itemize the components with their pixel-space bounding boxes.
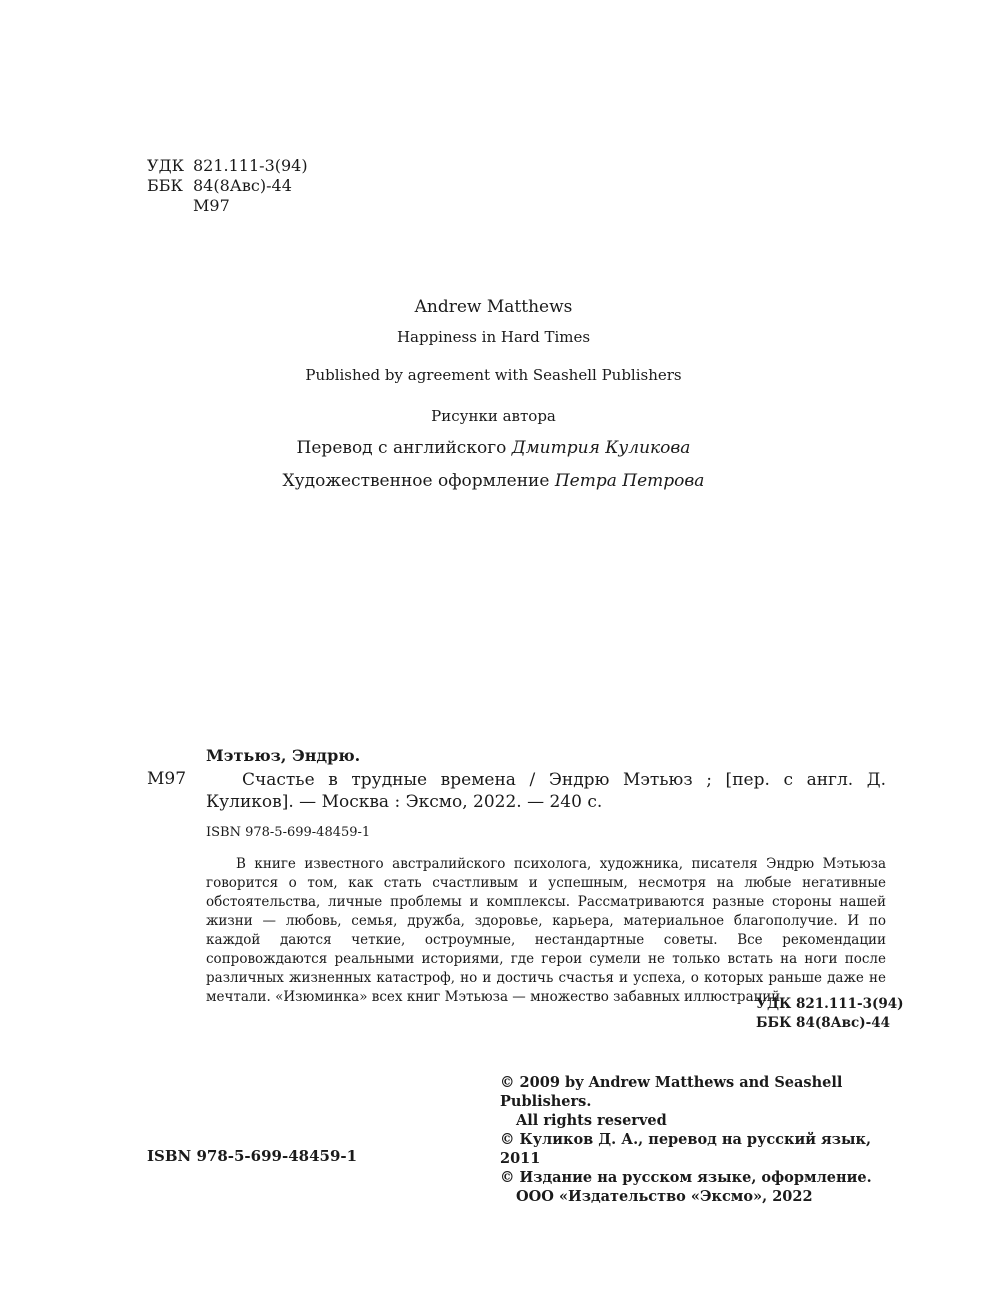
- design-credit: [0, 471, 987, 491]
- author-sign-value: М97: [193, 196, 230, 215]
- biblio-udk: УДК 821.111-3(94): [756, 996, 904, 1012]
- author-name-en: Andrew Matthews: [414, 297, 573, 317]
- bbk-label: ББК: [147, 176, 183, 195]
- copyright-line-5: ООО «Издательство «Эксмо», 2022: [516, 1188, 813, 1205]
- bbk-row: [147, 176, 308, 196]
- translation-prefix: Перевод с английского: [296, 438, 512, 458]
- copyright-line-3: © Куликов Д. А., перевод на русский язык, 2011: [500, 1131, 872, 1167]
- copyright-block: [500, 1073, 900, 1206]
- copyright-line-2: All rights reserved: [516, 1112, 667, 1129]
- designer-name: Петра Петрова: [554, 471, 705, 491]
- biblio-author-sign: М97: [147, 769, 187, 789]
- udk-value: 821.111-3(94): [193, 156, 308, 175]
- translation-credit: [0, 438, 987, 458]
- illustrations-credit: Рисунки автора: [431, 407, 556, 425]
- biblio-description: Счастье в трудные времена / Эндрю Мэтьюз ; [пер. с англ. Д. Куликов]. — Москва : Эксмо, 2022. — 240 с.: [206, 770, 886, 812]
- annotation-paragraph: В книге известного австралийского психолога, художника, писателя Эндрю Мэтьюза говорится о том, как стать счастливым и успешным, несмотря на любые негативные обстоятельства, личные проблемы и комплексы. Рассматриваются разные стороны нашей жизни — любовь, семья, дружба, здоровье, карьера, материальное благополучие. И по каждой даются четкие, остроумные, нестандартные советы. Все рекомендации сопровождаются реальными историями, где герои сумели не только встать на ноги после различных жизненных катастроф, но и достичь счастья и успеха, о которых раньше даже не мечтали. «Изюминка» всех книг Мэтьюза — множество забавных иллюстраций.: [206, 856, 886, 1005]
- book-title-en: Happiness in Hard Times: [396, 328, 591, 346]
- author-sign-label: [147, 196, 193, 216]
- copyright-line-4: © Издание на русском языке, оформление.: [500, 1169, 872, 1186]
- biblio-author: Мэтьюз, Эндрю.: [206, 746, 361, 765]
- translator-name: Дмитрия Куликова: [511, 438, 691, 458]
- design-prefix: Художественное оформление: [282, 471, 555, 491]
- publisher-agreement: Published by agreement with Seashell Publishers: [305, 366, 682, 384]
- biblio-bbk: ББК 84(8Авс)-44: [756, 1015, 890, 1031]
- biblio-codes: [756, 995, 904, 1033]
- isbn-bottom: ISBN 978-5-699-48459-1: [147, 1147, 358, 1165]
- classification-codes: [147, 156, 308, 216]
- bbk-value: 84(8Авс)-44: [193, 176, 292, 195]
- biblio-isbn: ISBN 978-5-699-48459-1: [206, 825, 371, 840]
- copyright-line-1: © 2009 by Andrew Matthews and Seashell Publishers.: [500, 1074, 843, 1110]
- udk-label: УДК: [147, 156, 184, 175]
- udk-row: [147, 156, 308, 176]
- author-sign-row: [147, 196, 308, 216]
